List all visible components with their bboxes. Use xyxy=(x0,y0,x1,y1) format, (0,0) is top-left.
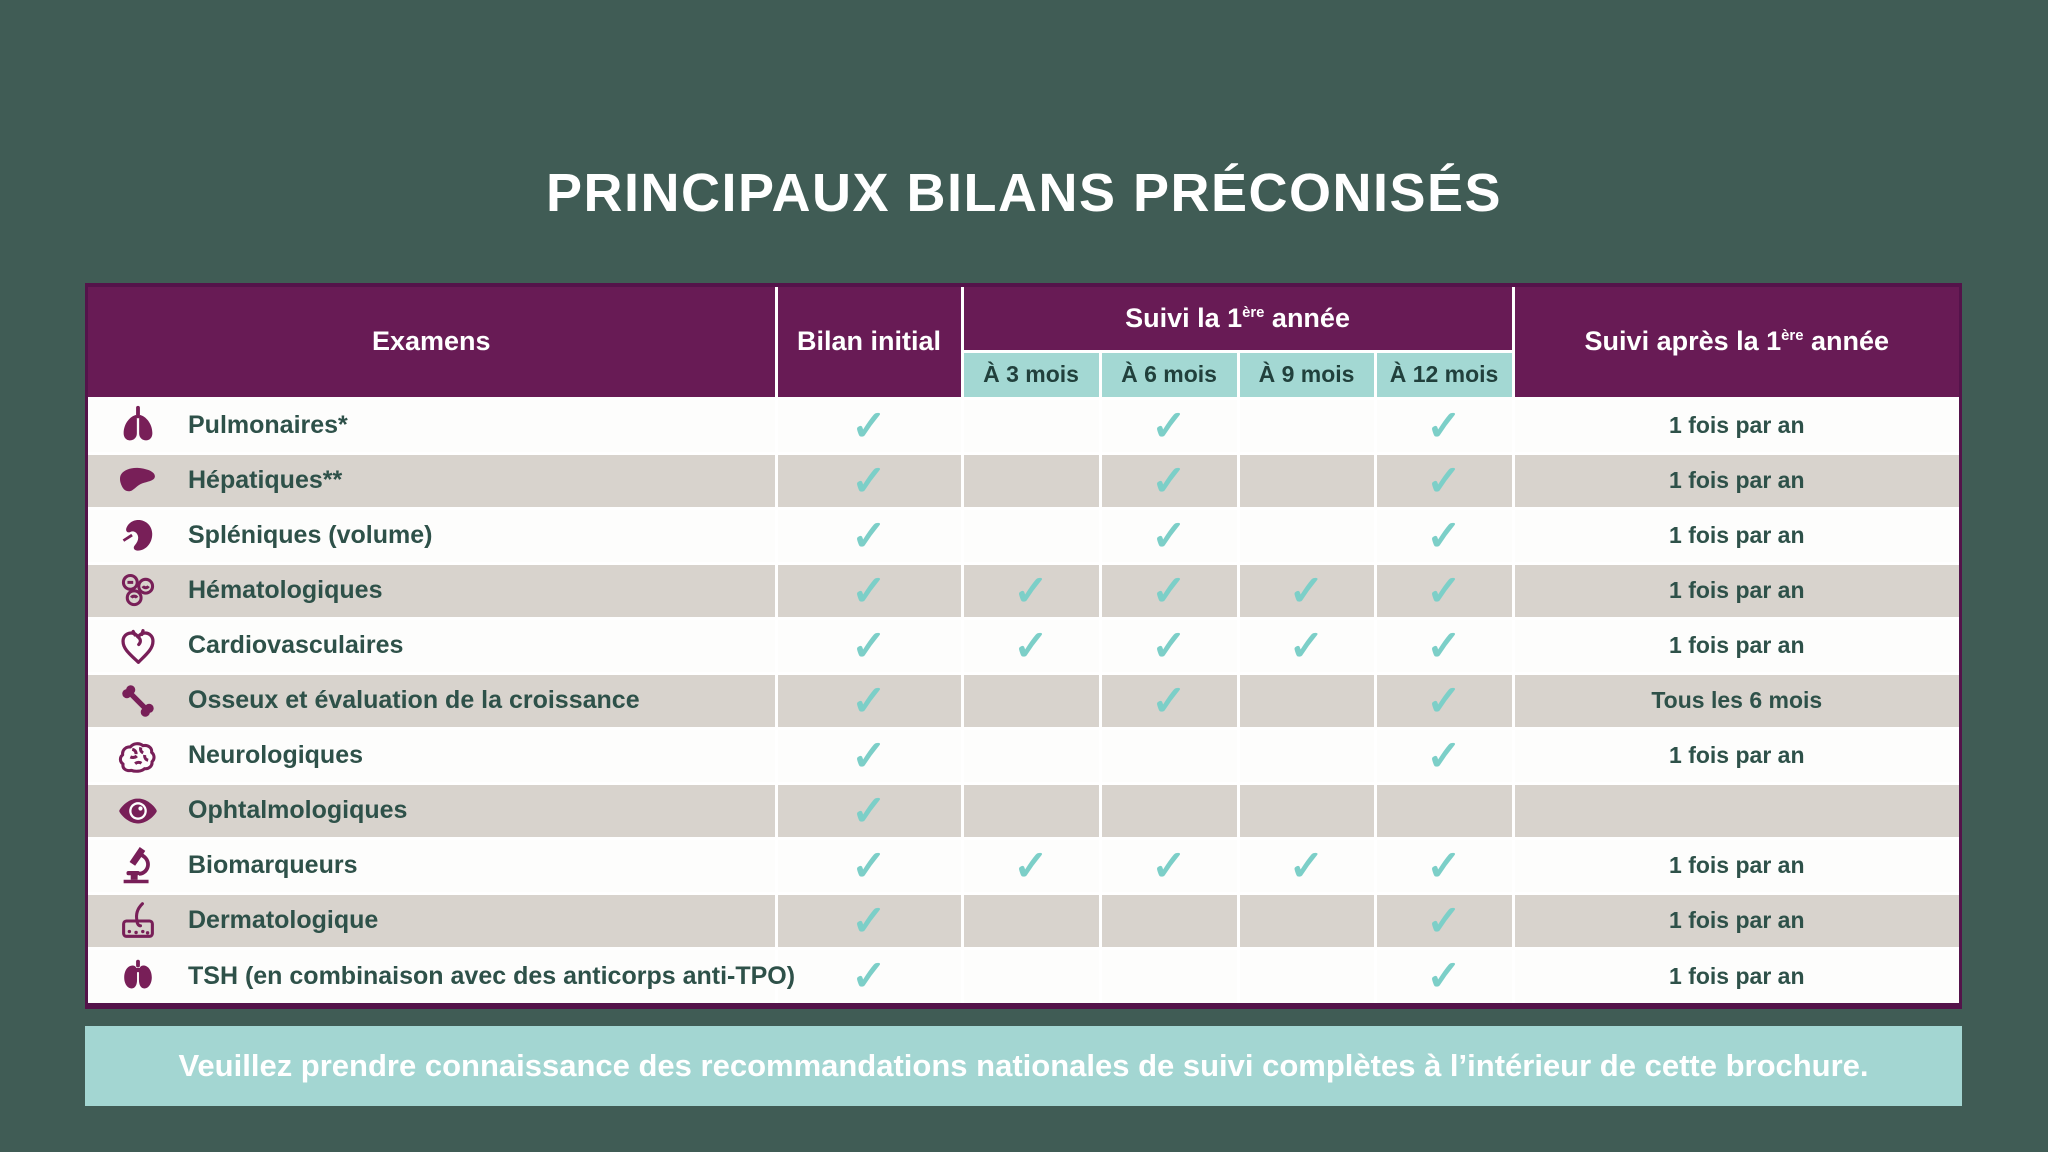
exam-cell xyxy=(88,838,776,893)
check-cell-bilan-initial: ✓ xyxy=(776,783,962,838)
microscope-icon xyxy=(114,842,162,890)
check-cell-3-mois xyxy=(962,893,1100,948)
suivi-apres-cell: 1 fois par an xyxy=(1513,453,1959,508)
suivi-apres-cell xyxy=(1513,783,1959,838)
blood-cells-icon xyxy=(114,567,162,615)
check-cell-12-mois: ✓ xyxy=(1375,453,1513,508)
liver-icon xyxy=(114,457,162,505)
check-cell-3-mois xyxy=(962,398,1100,453)
suivi-apres-sup: ère xyxy=(1781,328,1804,345)
table-row xyxy=(88,508,1959,563)
check-cell-9-mois xyxy=(1238,948,1375,1003)
check-cell-3-mois xyxy=(962,508,1100,563)
suivi-annee1-suffix: année xyxy=(1264,302,1350,333)
suivi-apres-prefix: Suivi après la 1 xyxy=(1584,326,1782,357)
check-cell-6-mois: ✓ xyxy=(1100,398,1238,453)
exam-cell xyxy=(88,673,776,728)
exam-label: Biomarqueurs xyxy=(188,851,358,879)
exam-cell xyxy=(88,893,776,948)
exam-cell xyxy=(88,508,776,563)
check-cell-9-mois xyxy=(1238,673,1375,728)
footer-banner xyxy=(85,1026,1962,1106)
exam-cell-content xyxy=(88,952,796,1000)
check-cell-12-mois xyxy=(1375,783,1513,838)
check-cell-bilan-initial: ✓ xyxy=(776,563,962,618)
check-cell-6-mois: ✓ xyxy=(1100,838,1238,893)
suivi-apres-cell: 1 fois par an xyxy=(1513,948,1959,1003)
check-cell-3-mois: ✓ xyxy=(962,618,1100,673)
exam-cell xyxy=(88,948,796,1003)
suivi-apres-cell: 1 fois par an xyxy=(1513,893,1959,948)
suivi-apres-suffix: année xyxy=(1803,326,1889,357)
check-cell-6-mois: ✓ xyxy=(1100,453,1238,508)
check-cell-12-mois: ✓ xyxy=(1375,838,1513,893)
suivi-apres-cell: 1 fois par an xyxy=(1513,508,1959,563)
check-cell-9-mois xyxy=(1238,453,1375,508)
column-header-bilan-initial: Bilan initial xyxy=(776,287,962,398)
brain-icon xyxy=(114,732,162,780)
exam-cell-content xyxy=(88,787,775,835)
suivi-apres-cell: 1 fois par an xyxy=(1513,398,1959,453)
eye-icon xyxy=(114,787,162,835)
exam-cell-content xyxy=(88,732,775,780)
suivi-apres-cell: 1 fois par an xyxy=(1513,618,1959,673)
check-cell-9-mois xyxy=(1238,893,1375,948)
check-cell-6-mois xyxy=(1100,948,1238,1003)
check-cell-3-mois xyxy=(962,728,1100,783)
check-cell-9-mois xyxy=(1238,728,1375,783)
exam-label: Cardiovasculaires xyxy=(188,631,404,659)
exam-label: Dermatologique xyxy=(188,906,379,934)
check-cell-12-mois: ✓ xyxy=(1375,673,1513,728)
check-cell-bilan-initial: ✓ xyxy=(776,893,962,948)
check-cell-6-mois: ✓ xyxy=(1100,508,1238,563)
bilans-table-grid xyxy=(88,287,1959,1003)
exam-cell-content xyxy=(88,842,775,890)
column-header-suivi-premiere-annee xyxy=(962,287,1513,351)
table-row xyxy=(88,398,1959,453)
exam-cell-content xyxy=(88,512,775,560)
subcolumn-header-12-mois: À 12 mois xyxy=(1375,351,1513,398)
table-body xyxy=(88,398,1959,1003)
exam-cell xyxy=(88,783,776,838)
subcolumn-header-6-mois: À 6 mois xyxy=(1100,351,1238,398)
thyroid-icon xyxy=(114,952,162,1000)
exam-cell xyxy=(88,618,776,673)
check-cell-9-mois xyxy=(1238,398,1375,453)
check-cell-12-mois: ✓ xyxy=(1375,728,1513,783)
exam-cell-content xyxy=(88,567,775,615)
exam-label: Neurologiques xyxy=(188,741,364,769)
check-cell-3-mois xyxy=(962,783,1100,838)
suivi-apres-cell: 1 fois par an xyxy=(1513,563,1959,618)
exam-cell xyxy=(88,398,776,453)
heart-icon xyxy=(114,622,162,670)
check-cell-bilan-initial: ✓ xyxy=(776,948,962,1003)
check-cell-bilan-initial: ✓ xyxy=(776,508,962,563)
footer-banner-text: Veuillez prendre connaissance des recommandations nationales de suivi complètes à l’intérieur de cette brochure. xyxy=(178,1048,1869,1083)
page-title: PRINCIPAUX BILANS PRÉCONISÉS xyxy=(545,163,1503,223)
exam-label: Osseux et évaluation de la croissance xyxy=(188,686,640,714)
check-cell-12-mois: ✓ xyxy=(1375,893,1513,948)
spleen-icon xyxy=(114,512,162,560)
check-cell-bilan-initial: ✓ xyxy=(776,618,962,673)
check-cell-3-mois xyxy=(962,453,1100,508)
exam-label: TSH (en combinaison avec des anticorps anti-TPO) xyxy=(188,961,796,990)
exam-cell xyxy=(88,728,776,783)
subcolumn-header-9-mois: À 9 mois xyxy=(1238,351,1375,398)
table-row xyxy=(88,618,1959,673)
check-cell-bilan-initial: ✓ xyxy=(776,453,962,508)
table-row xyxy=(88,838,1959,893)
check-cell-12-mois: ✓ xyxy=(1375,618,1513,673)
check-cell-6-mois xyxy=(1100,783,1238,838)
exam-cell-content xyxy=(88,897,775,945)
exam-label: Pulmonaires* xyxy=(188,411,348,439)
check-cell-9-mois: ✓ xyxy=(1238,618,1375,673)
check-cell-9-mois xyxy=(1238,783,1375,838)
check-cell-9-mois: ✓ xyxy=(1238,838,1375,893)
table-row xyxy=(88,893,1959,948)
check-cell-bilan-initial: ✓ xyxy=(776,728,962,783)
check-cell-12-mois: ✓ xyxy=(1375,508,1513,563)
check-cell-3-mois: ✓ xyxy=(962,563,1100,618)
check-cell-9-mois: ✓ xyxy=(1238,563,1375,618)
check-cell-6-mois: ✓ xyxy=(1100,618,1238,673)
check-cell-bilan-initial: ✓ xyxy=(776,673,962,728)
check-cell-bilan-initial: ✓ xyxy=(776,838,962,893)
subcolumn-header-3-mois: À 3 mois xyxy=(962,351,1100,398)
skin-icon xyxy=(114,897,162,945)
check-cell-3-mois xyxy=(962,673,1100,728)
bilans-table xyxy=(85,283,1962,1009)
check-cell-6-mois: ✓ xyxy=(1100,563,1238,618)
suivi-annee1-prefix: Suivi la 1 xyxy=(1125,302,1243,333)
suivi-annee1-sup: ère xyxy=(1242,304,1265,321)
table-row xyxy=(88,453,1959,508)
check-cell-6-mois: ✓ xyxy=(1100,673,1238,728)
exam-cell xyxy=(88,453,776,508)
exam-label: Hématologiques xyxy=(188,576,383,604)
exam-label: Hépatiques** xyxy=(188,466,343,494)
column-header-suivi-apres xyxy=(1513,287,1959,398)
exam-cell-content xyxy=(88,677,775,725)
table-row xyxy=(88,728,1959,783)
table-row xyxy=(88,673,1959,728)
lungs-icon xyxy=(114,402,162,450)
exam-label: Spléniques (volume) xyxy=(188,521,433,549)
exam-cell-content xyxy=(88,457,775,505)
exam-cell xyxy=(88,563,776,618)
check-cell-3-mois: ✓ xyxy=(962,838,1100,893)
table-row xyxy=(88,563,1959,618)
check-cell-bilan-initial: ✓ xyxy=(776,398,962,453)
check-cell-12-mois: ✓ xyxy=(1375,563,1513,618)
check-cell-9-mois xyxy=(1238,508,1375,563)
check-cell-12-mois: ✓ xyxy=(1375,398,1513,453)
check-cell-6-mois xyxy=(1100,728,1238,783)
suivi-apres-cell: 1 fois par an xyxy=(1513,838,1959,893)
bone-icon xyxy=(114,677,162,725)
check-cell-3-mois xyxy=(962,948,1100,1003)
suivi-apres-cell: Tous les 6 mois xyxy=(1513,673,1959,728)
exam-label: Ophtalmologiques xyxy=(188,796,408,824)
table-row xyxy=(88,783,1959,838)
suivi-apres-cell: 1 fois par an xyxy=(1513,728,1959,783)
exam-cell-content xyxy=(88,622,775,670)
check-cell-12-mois: ✓ xyxy=(1375,948,1513,1003)
table-row xyxy=(88,948,1959,1003)
check-cell-6-mois xyxy=(1100,893,1238,948)
exam-cell-content xyxy=(88,402,775,450)
column-header-examens: Examens xyxy=(88,287,776,398)
